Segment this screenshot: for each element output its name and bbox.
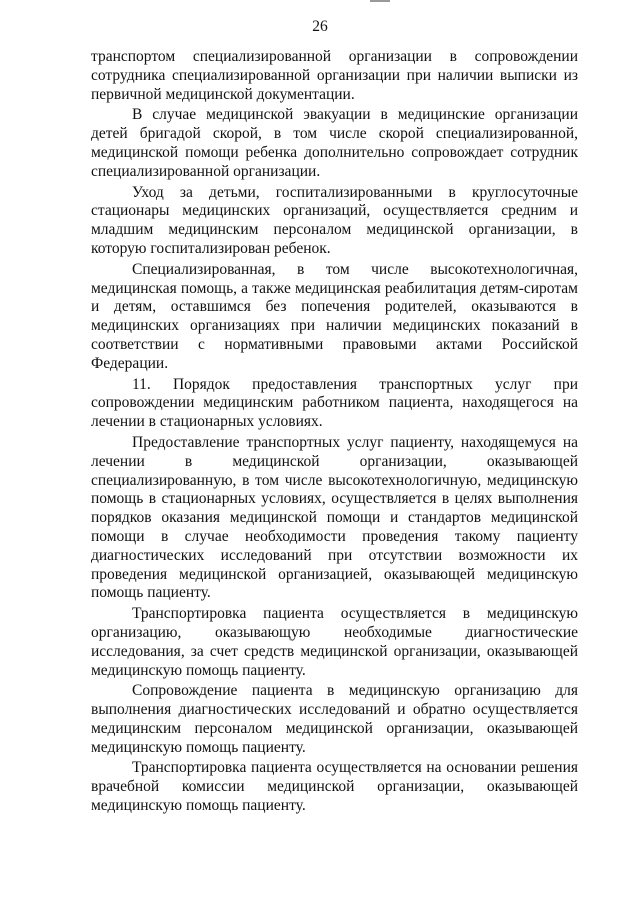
paragraph-transport-services: Предоставление транспортных услуг пациенту, находящемуся на лечении в медицинской организации, оказывающей специализированную, в том числе высокотехнологичную, медицинскую помощь в стационарных условиях, осуществляется в целях выполнения порядков оказания медицинской помощи и стандартов медицинской помощи в случае необходимости проведения такому пациенту диагностических исследований при отсутствии возможности их проведения медицинской организацией, оказывающей медицинскую помощь пациенту.: [91, 433, 578, 602]
section-heading-11: 11. Порядок предоставления транспортных услуг при сопровождении медицинским работником пациента, находящегося на лечении в стационарных условиях.: [91, 375, 578, 431]
scan-mark: [370, 0, 390, 2]
page-number: 26: [312, 18, 328, 35]
body-text: [91, 48, 578, 818]
paragraph-medical-evacuation: В случае медицинской эвакуации в медицинские организации детей бригадой скорой, в том числе скорой специализированной, медицинской помощи ребенка дополнительно сопровождает сотрудник специализированной организации.: [91, 106, 578, 180]
paragraph-child-care: Уход за детьми, госпитализированными в круглосуточные стационары медицинских организаций, осуществляется средним и младшим медицинским персоналом медицинской организации, в которую госпитализирован ребенок.: [91, 183, 578, 257]
paragraph-specialized-care: Специализированная, в том числе высокотехнологичная, медицинская помощь, а также медицинская реабилитация детям-сиротам и детям, оставшимся без попечения родителей, оказываются в медицинских организациях при наличии медицинских показаний в соответствии с нормативными правовыми актами Российской Федерации.: [91, 260, 578, 372]
paragraph-continuation: транспортом специализированной организации в сопровождении сотрудника специализированной организации при наличии выписки из первичной медицинской документации.: [91, 48, 578, 103]
paragraph-escort: Сопровождение пациента в медицинскую организацию для выполнения диагностических исследований и обратно осуществляется медицинским персоналом медицинской организации, оказывающей медицинскую помощь пациенту.: [91, 682, 578, 756]
paragraph-transportation: Транспортировка пациента осуществляется в медицинскую организацию, оказывающую необходимые диагностические исследования, за счет средств медицинской организации, оказывающей медицинскую помощь пациенту.: [91, 605, 578, 679]
paragraph-commission-decision: Транспортировка пациента осуществляется на основании решения врачебной комиссии медицинской организации, оказывающей медицинскую помощь пациенту.: [91, 759, 578, 815]
